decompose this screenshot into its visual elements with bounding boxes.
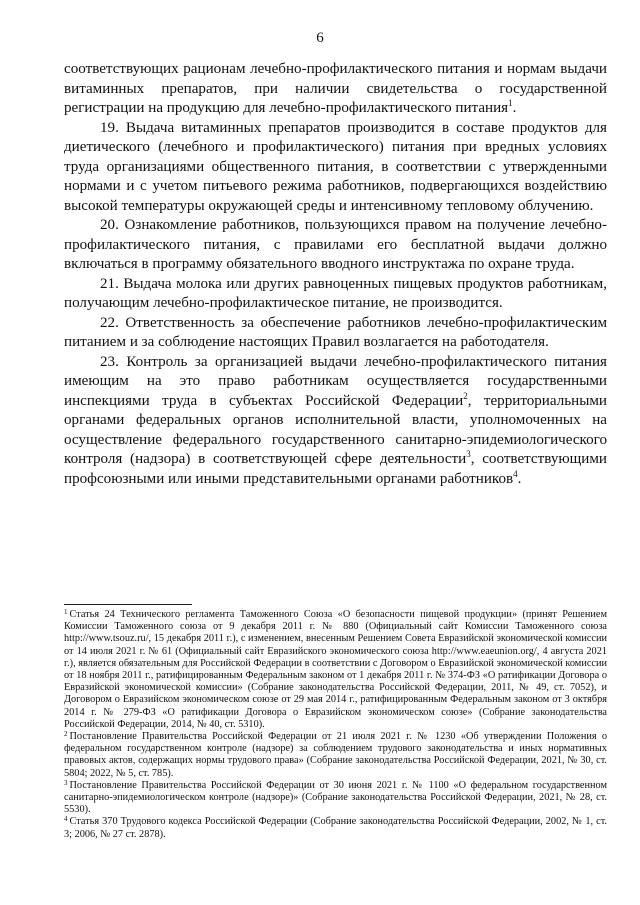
footnote-mark: 1: [64, 608, 68, 616]
footnote-3: [64, 780, 607, 817]
paragraph-text: соответствующих рационам лечебно-профилактического питания и нормам выдачи витаминных препаратов, при наличии свидетельства о государственной регистрации на продукцию для лечебно-профилактического питания: [64, 61, 607, 116]
paragraph-23: [64, 353, 607, 490]
main-text: [64, 60, 607, 489]
paragraph-18-continuation: [64, 60, 607, 119]
footnote-ref: 2: [463, 390, 468, 401]
footnote-mark: 2: [64, 730, 68, 739]
footnote-text: Статья 370 Трудового кодекса Российской Федерации (Собрание законодательства Российской Федерации, 2002, № 1, ст. 3; 2006, № 27 ст. 2878).: [64, 816, 607, 840]
footnote-text: Постановление Правительства Российской Федерации от 30 июня 2021 г. № 1100 «О федеральном государственном санитарно-эпидемиологическом контроле (надзоре)» (Собрание законодательства Российской Федерации, 2021, № 28, ст. 5530).: [64, 779, 607, 816]
footnote-4: [64, 816, 607, 840]
paragraph-21: 21. Выдача молока или других равноценных пищевых продуктов работникам, получающим лечебно-профилактическое питание, не производится.: [64, 275, 607, 311]
paragraph-text: , соответствующими профсоюзными или иными представительными органами работников: [64, 451, 607, 487]
footnote-1: [64, 609, 607, 731]
footnote-ref: 3: [466, 448, 471, 459]
footnotes: [64, 609, 607, 841]
paragraph-text: 23. Контроль за организацией выдачи лечебно-профилактического питания имеющим на это право работникам осуществляется государственными инспекциями труда в субъектах Российской Федерации: [64, 353, 607, 409]
footnote-mark: 4: [64, 815, 68, 824]
footnote-2: [64, 731, 607, 780]
paragraph-20: 20. Ознакомление работников, пользующихся правом на получение лечебно-профилактического питания, с правилами его бесплатной выдачи должно включаться в программу обязательного вводного инструктажа по охране труда.: [64, 217, 607, 272]
paragraph-punctuation: .: [517, 470, 522, 487]
footnote-divider: [64, 604, 192, 605]
paragraph-punctuation: .: [512, 100, 517, 116]
footnote-text: Постановление Правительства Российской Федерации от 21 июля 2021 г. № 1230 «Об утверждении Положения о федеральном государственном контроле (надзоре) за соблюдением трудового законодательства и иных нормативных правовых актов, содержащих нормы трудового права» (Собрание законодательства Российской Федерации, 2021, № 30, ст. 5804; 2022, № 5, ст. 785).: [64, 731, 607, 779]
footnote-text: Статья 24 Технического регламента Таможенного Союза «О безопасности пищевой продукции» (принят Решением Комиссии Таможенного союза от 9 декабря 2011 г. № 880 (Официальный сайт Комиссии Таможенного союза http://www.tsouz.ru/, 15 декабря 2011 г.), с изменением, внесенным Решением Совета Евразийской экономической комиссии от 14 июля 2021 г. № 61 (Официальный сайт Евразийского экономического союза http://www.eaeunion.org/, 4 августа 2021 г.), является обязательным для Российской Федерации в соответствии с Договором о Евразийской экономической комиссии от 18 ноября 2011 г., ратифицированным Федеральным законом от 1 декабря 2011 г. № 374-ФЗ «О ратификации Договора о Евразийской экономической комиссии» (Собрание законодательства Российской Федерации, 2011, № 49, ст. 7052), и Договором о Евразийском экономическом союзе от 29 мая 2014 г., ратифицированным Федеральным законом от 3 октября 2014 г. № 279-ФЗ «О ратификации Договора о Евразийском экономическом союзе» (Собрание законодательства Российской Федерации, 2014, № 40, ст. 5310).: [64, 609, 607, 730]
page-number: 6: [316, 30, 324, 46]
paragraph-19: 19. Выдача витаминных препаратов производится в составе продуктов для диетического (лечебного и профилактического) питания при вредных условиях труда организациями общественного питания, в соответствии с утвержденными нормами и с учетом питьевого режима работников, подвергающихся воздействию высокой температуры окружающей среды и интенсивному тепловому облучению.: [64, 119, 607, 214]
paragraph-text: , территориальными органами федеральных органов исполнительной власти, уполномоченных на осуществление федерального государственного санитарно-эпидемиологического контроля (надзора) в соответствующей сфере деятельности: [64, 392, 607, 467]
footnote-ref: 4: [513, 468, 518, 479]
footnote-mark: 3: [64, 778, 68, 787]
paragraph-22: 22. Ответственность за обеспечение работников лечебно-профилактическим питанием и за соблюдение настоящих Правил возлагается на работодателя.: [64, 314, 607, 350]
footnote-ref: 1: [508, 97, 513, 108]
